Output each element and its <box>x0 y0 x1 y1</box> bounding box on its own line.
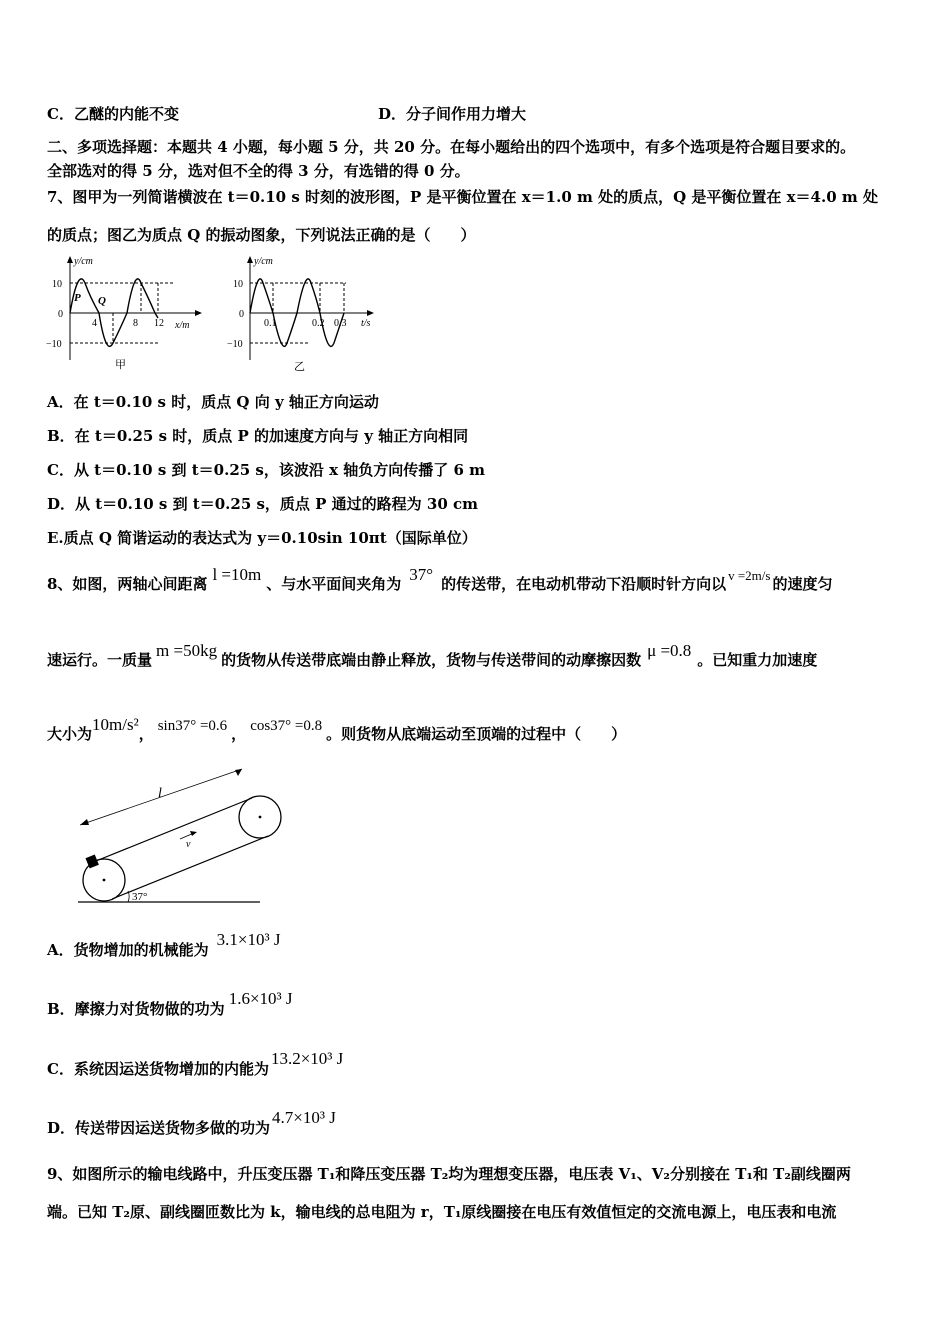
q8-l3-math-sin: sin37° =0.6 <box>157 718 228 734</box>
q8-option-a-value: 3.1×10³ J <box>216 930 281 949</box>
q8-option-b-value: 1.6×10³ J <box>228 989 293 1008</box>
yi-y-tick-neg10: −10 <box>227 339 243 350</box>
q7-stem-line1: 7、图甲为一列简谐横波在 t＝0.10 s 时刻的波形图，P 是平衡位置在 x＝1.0 m 处的质点，Q 是平衡位置在 x＝4.0 m 处 <box>47 188 878 206</box>
q7-option-a: A．在 t＝0.10 s 时，质点 Q 向 y 轴正方向运动 <box>47 393 379 411</box>
q8-option-c <box>47 1049 344 1079</box>
q8-option-a <box>47 930 281 960</box>
yi-x-tick-0.1: 0.1 <box>264 318 277 329</box>
q8-l1-text-c: 的传送带，在电动机带动下沿顺时针方向以 <box>441 575 727 593</box>
q8-l3-math-cos: cos37° =0.8 <box>250 718 323 734</box>
q8-conveyor-figure <box>70 765 310 915</box>
q8-stem-line1 <box>47 565 833 595</box>
q8-l1-text-a: 8、如图，两轴心间距离 <box>47 575 208 593</box>
jia-x-tick-8: 8 <box>133 318 138 329</box>
yi-x-tick-0.3: 0.3 <box>334 318 347 329</box>
q8-option-c-value: 13.2×10³ J <box>270 1049 344 1068</box>
q7-figure-jia <box>40 252 210 377</box>
q8-stem-line3 <box>47 715 627 745</box>
q7-stem-line2: 的质点；图乙为质点 Q 的振动图象，下列说法正确的是（ ） <box>47 226 476 244</box>
q8-l1-text-d: 的速度匀 <box>772 575 833 593</box>
q8-option-d-value: 4.7×10³ J <box>272 1108 336 1127</box>
jia-label-p: P <box>74 292 81 304</box>
jia-x-tick-12: 12 <box>154 318 164 329</box>
q8-l2-text-c: 。已知重力加速度 <box>697 651 818 669</box>
q9-stem-line1: 9、如图所示的输电线路中，升压变压器 T₁和降压变压器 T₂均为理想变压器，电压表 V₁、V₂分别接在 T₁和 T₂副线圈两 <box>47 1165 851 1183</box>
yi-y-axis-label: y/cm <box>254 256 273 267</box>
q8-l3-text-a: 大小为 <box>47 725 93 743</box>
q8-l1-math-angle: 37° <box>409 565 434 584</box>
jia-label-q: Q <box>98 295 106 307</box>
q8-l2-math-m: m =50kg <box>156 641 218 660</box>
option-d-prev: D．分子间作用力增大 <box>378 105 527 123</box>
q7-option-b: B．在 t＝0.25 s 时，质点 P 的加速度方向与 y 轴正方向相同 <box>47 427 469 445</box>
jia-y-axis-label: y/cm <box>74 256 93 267</box>
q8-option-b-text: B．摩擦力对货物做的功为 <box>47 1000 225 1018</box>
q8-l3-text-b: 。则货物从底端运动至顶端的过程中（ ） <box>326 725 627 743</box>
q7-option-c: C．从 t＝0.10 s 到 t＝0.25 s，该波沿 x 轴负方向传播了 6 m <box>47 461 486 479</box>
yi-caption: 乙 <box>294 361 305 373</box>
belt-velocity-label: v <box>186 839 191 850</box>
jia-y-tick-neg10: −10 <box>46 339 62 350</box>
section-header-line2: 全部选对的得 5 分，选对但不全的得 3 分，有选错的得 0 分。 <box>47 162 470 180</box>
q8-option-a-text: A．货物增加的机械能为 <box>47 941 209 959</box>
option-c-prev: C．乙醚的内能不变 <box>47 105 179 123</box>
jia-y-tick-0: 0 <box>58 309 63 320</box>
angle-label: 37° <box>132 891 148 903</box>
q7-option-d: D．从 t＝0.10 s 到 t＝0.25 s，质点 P 通过的路程为 30 cm <box>47 495 478 513</box>
q8-option-d-text: D．传送带因运送货物多做的功为 <box>47 1119 271 1137</box>
q8-l1-text-b: 、与水平面间夹角为 <box>266 575 402 593</box>
jia-y-tick-10: 10 <box>52 279 62 290</box>
q8-l2-math-mu: μ =0.8 <box>647 641 692 660</box>
q8-l1-math-v: v =2m/s <box>728 568 771 583</box>
yi-y-tick-0: 0 <box>239 309 244 320</box>
jia-x-axis-label: x/m <box>175 320 190 331</box>
yi-x-axis-label: t/s <box>361 318 371 329</box>
q8-l3-sep2: ， <box>231 725 247 743</box>
q8-l3-sep1: ， <box>138 725 154 743</box>
q8-l2-text-b: 的货物从传送带底端由静止释放，货物与传送带间的动摩擦因数 <box>221 651 642 669</box>
jia-x-tick-4: 4 <box>92 318 97 329</box>
q8-option-b <box>47 989 293 1019</box>
q8-l3-math-g: 10m/s² <box>92 715 139 734</box>
q8-option-c-text: C．系统因运送货物增加的内能为 <box>47 1060 269 1078</box>
q7-figure-yi <box>224 252 384 377</box>
q8-l1-math-l: l =10m <box>212 565 262 584</box>
belt-length-label: l <box>158 786 162 801</box>
yi-y-tick-10: 10 <box>233 279 243 290</box>
q8-option-d <box>47 1108 336 1138</box>
section-header-line1: 二、多项选择题：本题共 4 小题，每小题 5 分，共 20 分。在每小题给出的四个选项中，有多个选项是符合题目要求的。 <box>47 138 856 156</box>
q9-stem-line2: 端。已知 T₂原、副线圈匝数比为 k，输电线的总电阻为 r，T₁原线圈接在电压有效值恒定的交流电源上，电压表和电流 <box>47 1203 837 1221</box>
q7-option-e: E.质点 Q 简谐运动的表达式为 y＝0.10sin 10πt（国际单位） <box>47 529 477 547</box>
q8-l2-text-a: 速运行。一质量 <box>47 651 153 669</box>
yi-x-tick-0.2: 0.2 <box>312 318 325 329</box>
jia-caption: 甲 <box>115 359 126 371</box>
q8-stem-line2 <box>47 641 818 670</box>
